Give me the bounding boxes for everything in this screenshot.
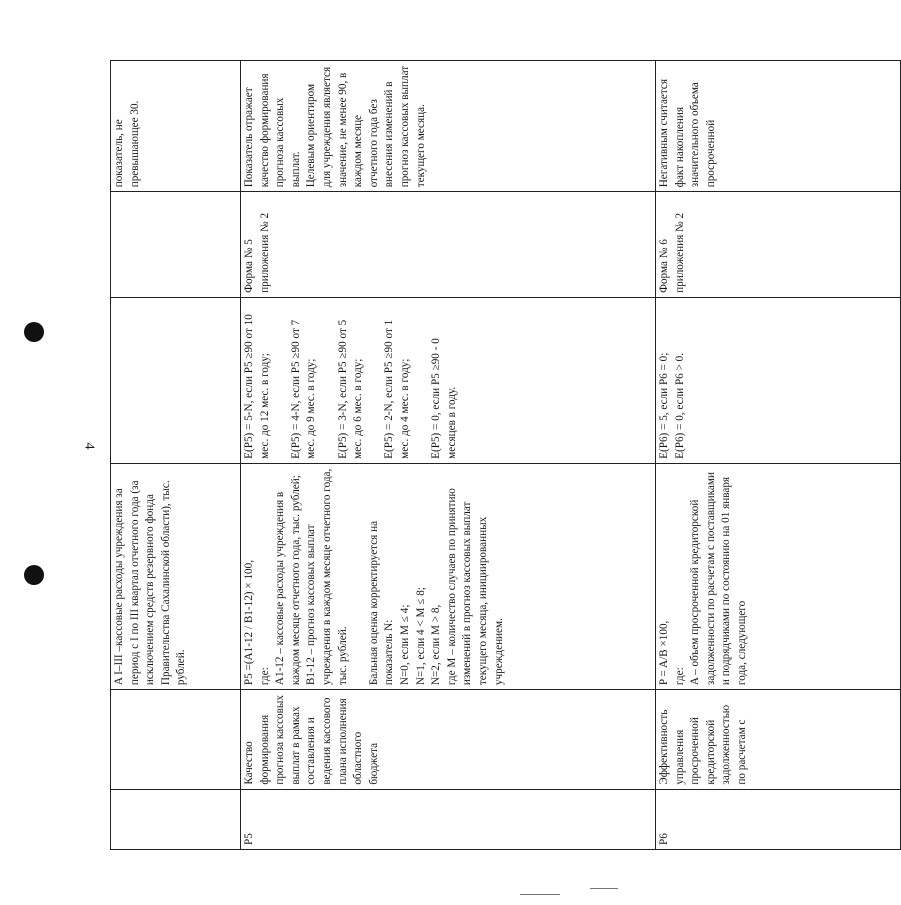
formula-cell: P = A/B ×100, где: A – объем просроченной кредиторской задолженности по расчетам с поставщиками и подрядчиками по состоянию на 01 января года, следующего [656,463,901,689]
scan-artifact [520,894,560,895]
comment-cell: Негативным считается факт накопления значительного объема просроченной [656,61,901,192]
formula-cell: A I–III –кассовые расходы учреждения за период с I по III квартал отчетного года (за исключением средств резервного фонда Правительства Сахалинской области), тыс. рублей. [111,463,241,689]
punch-hole [24,565,44,585]
score-cell: E(P6) = 5, если P6 = 0; E(P6) = 0, если P6 > 0. [656,297,901,463]
rotated-table-wrapper [110,60,748,850]
indicator-table [110,60,901,850]
formula-cell: P5 =(A1-12 / B1-12) × 100, где: A1-12 – кассовые расходы учреждения в каждом месяце отчетного года, тыс. рублей; B1-12 – прогноз кассовых выплат учреждения в каждом месяце отчетного года, тыс. рублей. Бальная оценка корректируется на показатель N: N=0, если M ≤ 4; N=1, если 4 < M ≤ 8; N=2, если M > 8, где M – количество случаев по принятию изменений в прогноз кассовых выплат текущего месяца, инициированных учреждением. [241,463,656,689]
indicator-code-cell [111,789,241,849]
scan-artifact [590,888,618,889]
source-cell [111,192,241,298]
source-cell: Форма № 5 приложения № 2 [241,192,656,298]
indicator-name-cell: Эффективность управления просроченной кредиторской задолженностью по расчетам с [656,690,901,790]
comment-cell: Показатель отражает качество формирования прогноза кассовых выплат. Целевым ориентиром для учреждения является значение, не менее 90, в каждом месяце отчетного года без внесения изменений в прогноз кассовых выплат текущего месяца. [241,61,656,192]
table-row [111,61,241,850]
indicator-name-cell: Качество формирования прогноза кассовых выплат в рамках составления и ведения кассового плана исполнения областного бюджета [241,690,656,790]
table-row [241,61,656,850]
comment-cell: показатель, не превышающее 30. [111,61,241,192]
table-row [656,61,901,850]
punch-hole [24,322,44,342]
indicator-code-cell: P6 [656,789,901,849]
indicator-code-cell: P5 [241,789,656,849]
score-cell [111,297,241,463]
page-number: 4 [81,442,97,450]
source-cell: Форма № 6 приложения № 2 [656,192,901,298]
score-cell: E(P5) = 5-N, если P5 ≥90 от 10 мес. до 12 мес. в году; E(P5) = 4-N, если P5 ≥90 от 7 мес. до 9 мес. в году; E(P5) = 3-N, если P5 ≥90 от 5 мес. до 6 мес. в году; E(P5) = 2-N, если P5 ≥90 от 1 мес. до 4 мес. в году; E(P5) = 0, если P5 ≥90 - 0 месяцев в году. [241,297,656,463]
indicator-name-cell [111,690,241,790]
